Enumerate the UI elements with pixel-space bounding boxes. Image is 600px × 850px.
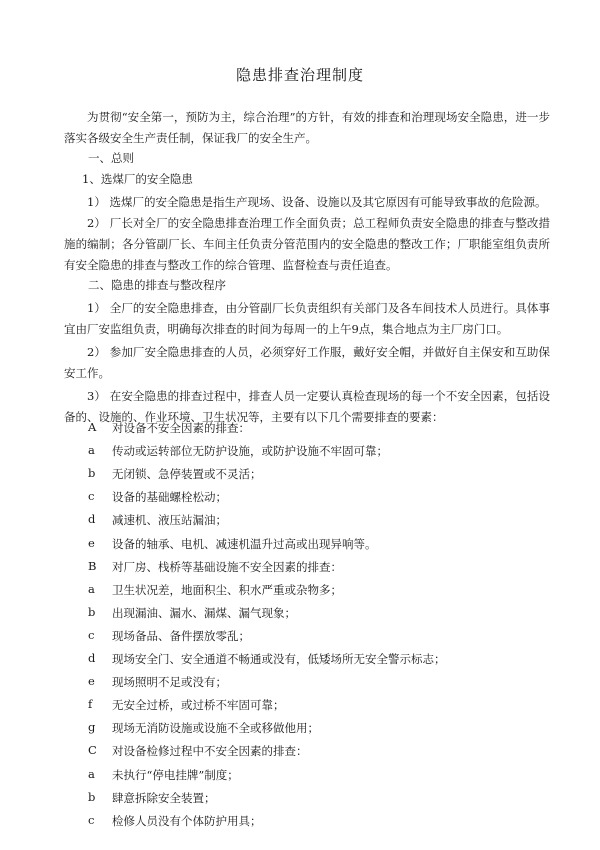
- checklist-item-text: 出现漏油、漏水、漏煤、漏气现象；: [112, 606, 296, 620]
- checklist-item-label: b: [88, 790, 96, 804]
- checklist-item-label: d: [88, 512, 96, 526]
- checklist-item-text: 设备的轴承、电机、减速机温升过高或出现异响等。: [112, 537, 377, 551]
- checklist-item-label: d: [88, 651, 96, 665]
- checklist-item-label: b: [88, 605, 96, 619]
- section-2-paragraph-2: 2） 参加厂安全隐患排查的人员，必须穿好工作服，戴好安全帽，并做好自主保安和互助保安工作。: [64, 345, 550, 380]
- section-1-subheading: 1、选煤厂的安全隐患: [82, 172, 193, 186]
- section-1-paragraph-2: 2） 厂长对全厂的安全隐患排查治理工作全面负责；总工程师负责安全隐患的排查与整改措施的编制；各分管副厂长、车间主任负责分管范围内的安全隐患的整改工作；厂职能室组负责所有安全隐患的排查与整改工作的综合管理、监督检查与责任追查。: [64, 216, 550, 272]
- checklist-item-label: c: [88, 489, 95, 503]
- checklist-item-label: B: [88, 559, 97, 573]
- checklist-item-text: 对厂房、栈桥等基础设施不安全因素的排查：: [112, 560, 342, 574]
- checklist-item-text: 未执行“停电挂牌”制度；: [112, 768, 239, 782]
- section-2-paragraph-1: 1） 全厂的安全隐患排查，由分管副厂长负责组织有关部门及各车间技术人员进行。具体事宜由厂安监组负责，明确每次排查的时间为每周一的上午9点，集合地点为主厂房门口。: [64, 301, 550, 336]
- section-1-paragraph-1: 1） 选煤厂的安全隐患是指生产现场、设备、设施以及其它原因有可能导致事故的危险源。: [87, 195, 547, 209]
- checklist-item-text: 卫生状况差，地面积尘、积水严重或杂物多；: [112, 583, 342, 597]
- checklist-item-label: b: [88, 466, 96, 480]
- checklist-item-label: A: [88, 420, 97, 434]
- checklist-item-text: 现场备品、备件摆放零乱；: [112, 629, 250, 643]
- document-title: 隐患排查治理制度: [235, 66, 364, 84]
- checklist-item-text: 无安全过桥，或过桥不牢固可靠；: [112, 698, 285, 712]
- checklist-item-text: 现场安全门、安全通道不畅通或没有，低矮场所无安全警示标志；: [112, 652, 446, 666]
- checklist-item-label: C: [88, 743, 97, 757]
- checklist-item-text: 传动或运转部位无防护设施，或防护设施不牢固可靠；: [112, 444, 388, 458]
- checklist-item-text: 现场照明不足或没有；: [112, 675, 227, 689]
- checklist-item-label: g: [88, 720, 96, 734]
- intro-paragraph: 为贯彻“安全第一，预防为主，综合治理”的方针，有效的排查和治理现场安全隐患，进一步落实各级安全生产责任制，保证我厂的安全生产。: [64, 110, 550, 145]
- checklist-item-label: a: [88, 767, 95, 781]
- section-2-paragraph-3: 3） 在安全隐患的排查过程中，排查人员一定要认真检查现场的每一个不安全因素，包括设备的、设施的、作业环境、卫生状况等，主要有以下几个需要排查的要素：: [64, 389, 550, 424]
- checklist-item-text: 设备的基础螺栓松动；: [112, 490, 227, 504]
- checklist-item-text: 对设备检修过程中不安全因素的排查：: [112, 744, 308, 758]
- section-1-heading: 一、总则: [88, 151, 134, 165]
- checklist-item-label: a: [88, 582, 95, 596]
- checklist-item-text: 对设备不安全因素的排查：: [112, 421, 250, 435]
- checklist-item-text: 无闭锁、急停装置或不灵活；: [112, 467, 262, 481]
- checklist-item-label: c: [88, 628, 95, 642]
- section-2-heading: 二、隐患的排查与整改程序: [88, 278, 226, 292]
- checklist-item-text: 肆意拆除安全装置；: [112, 791, 216, 805]
- checklist-item-label: a: [88, 443, 95, 457]
- checklist-item-label: f: [88, 697, 93, 711]
- checklist-item-label: e: [88, 674, 95, 688]
- checklist-item-label: c: [88, 813, 95, 827]
- checklist-item-text: 减速机、液压站漏油；: [112, 513, 227, 527]
- checklist-item-label: e: [88, 536, 95, 550]
- checklist-item-text: 现场无消防设施或设施不全或移做他用；: [112, 721, 319, 735]
- checklist-item-text: 检修人员没有个体防护用具；: [112, 814, 262, 828]
